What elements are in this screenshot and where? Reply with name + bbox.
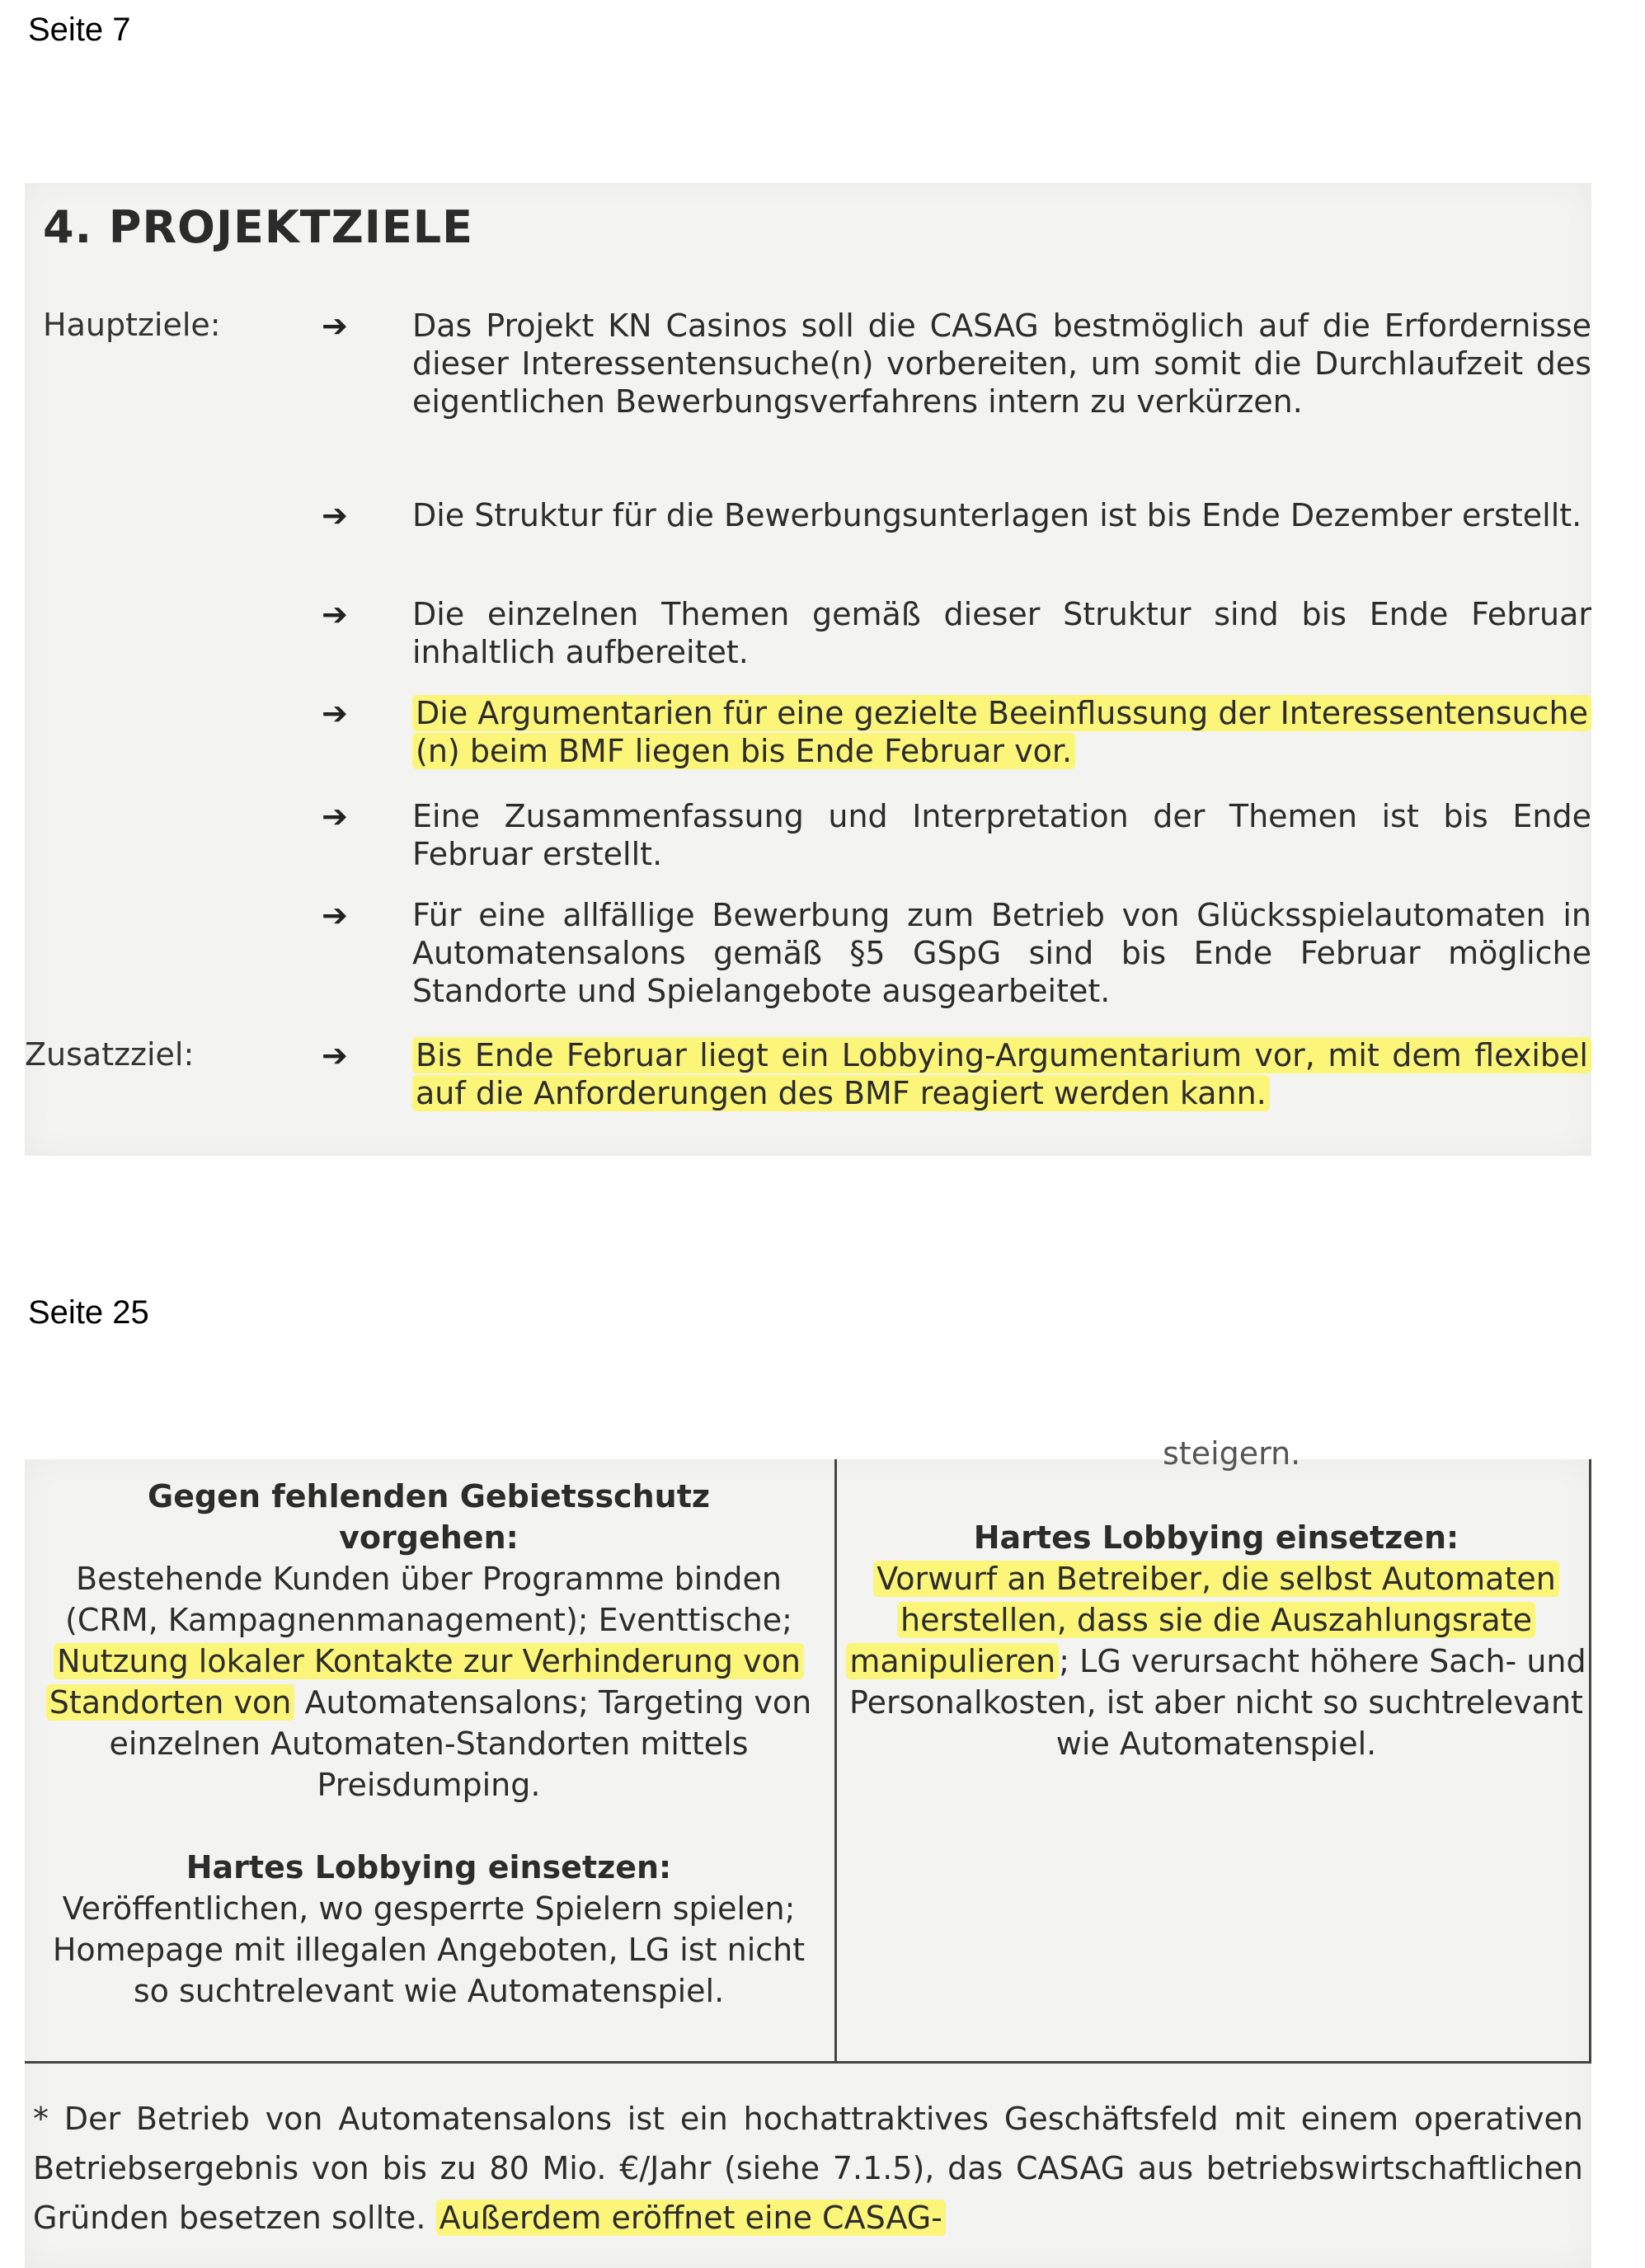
right-highlight: Vorwurf an Betreiber, die selbst Automaten herstellen, dass sie die Auszahlungsrate manipulieren [846,1561,1558,1679]
footnote: * Der Betrieb von Automatensalons ist ein hochattraktives Geschäftsfeld mit einem operativen Betriebsergebnis von bis zu 80 Mio. €/Jahr (siehe 7.1.5), das CASAG aus betriebswirtschaftlichen Gründen besetzen sollte. Außerdem eröffnet eine CASAG- [33,2101,1583,2236]
left-heading-1: Gegen fehlenden Gebietsschutz vorgehen: [148,1478,710,1556]
goal-item [322,595,1591,671]
scanned-page-7 [25,183,1591,1156]
page-label-25: Seite 25 [28,1294,149,1331]
left-highlight: Nutzung lokaler Kontakte zur Verhinderung von Standorten von [46,1643,804,1721]
goal-text-highlighted: Die Argumentarien für eine gezielte Beeinflussung der Interessentensuche (n) beim BMF liegen bis Ende Februar vor. [412,695,1591,769]
left-cell [41,1476,816,2012]
arrow-right-icon: ➔ [322,798,348,834]
column-divider [834,1459,837,2061]
goal-text: Eine Zusammenfassung und Interpretation der Themen ist bis Ende Februar erstellt. [412,798,1591,872]
extra-goal-text-highlighted: Bis Ende Februar liegt ein Lobbying-Argumentarium vor, mit dem flexibel auf die Anforderungen des BMF reagiert werden kann. [412,1037,1591,1111]
right-heading: Hartes Lobbying einsetzen: [973,1519,1459,1556]
goal-item [322,496,1591,534]
arrow-right-icon: ➔ [322,1037,348,1073]
left-heading-2: Hartes Lobbying einsetzen: [186,1849,672,1885]
goal-text: Das Projekt KN Casinos soll die CASAG bestmöglich auf die Erfordernisse dieser Interessentensuche(n) vorbereiten, um somit die Durchlaufzeit des eigentlichen Bewerbungsverfahrens intern zu verkürzen. [412,308,1591,420]
goal-item [322,694,1591,770]
arrow-right-icon: ➔ [322,596,348,632]
cut-off-text: steigern. [1163,1435,1301,1472]
extra-goal-item [322,1036,1591,1112]
main-goals-label: Hauptziele: [43,307,221,343]
arrow-right-icon: ➔ [322,497,348,533]
arrow-right-icon: ➔ [322,308,348,344]
scanned-page-25 [25,1435,1591,2268]
arrow-right-icon: ➔ [322,695,348,731]
goal-item [322,896,1591,1010]
right-paragraph: Vorwurf an Betreiber, die selbst Automaten herstellen, dass sie die Auszahlungsrate manipulieren ; LG verursacht höhere Sach- und Personalkosten, ist aber nicht so suchtrelevant wie Automatenspiel. [846,1561,1586,1762]
page-label-7: Seite 7 [28,12,131,48]
goal-text: Für eine allfällige Bewerbung zum Betrieb von Glücksspielautomaten in Automatensalons gemäß §5 GSpG sind bis Ende Februar mögliche Standorte und Spielangebote ausgearbeitet. [412,897,1591,1009]
goal-text: Die einzelnen Themen gemäß dieser Struktur sind bis Ende Februar inhaltlich aufbereitet. [412,596,1591,670]
arrow-right-icon: ➔ [322,897,348,933]
table-right-border [1589,1459,1591,2061]
goal-item [322,797,1591,873]
left-paragraph-1: Bestehende Kunden über Programme binden (CRM, Kampagnenmanagement); Eventtische; Nutzung lokaler Kontakte zur Verhinderung von Standorten von Automatensalons; Targeting von einzelnen Automaten-Standorten mittels Preisdumping. [46,1561,812,1803]
section-title: 4. PROJEKTZIELE [43,201,474,253]
strategy-table [25,1435,1591,2064]
goal-text: Die Struktur für die Bewerbungsunterlagen ist bis Ende Dezember erstellt. [412,497,1582,533]
footnote-highlight: Außerdem eröffnet eine CASAG- [436,2200,946,2236]
extra-goal-label: Zusatzziel: [25,1036,195,1073]
left-paragraph-2: Veröffentlichen, wo gesperrte Spielern spielen; Homepage mit illegalen Angeboten, LG ist nicht so suchtrelevant wie Automatenspiel. [52,1890,806,2009]
goal-item [322,307,1591,420]
right-cell [845,1517,1587,1764]
